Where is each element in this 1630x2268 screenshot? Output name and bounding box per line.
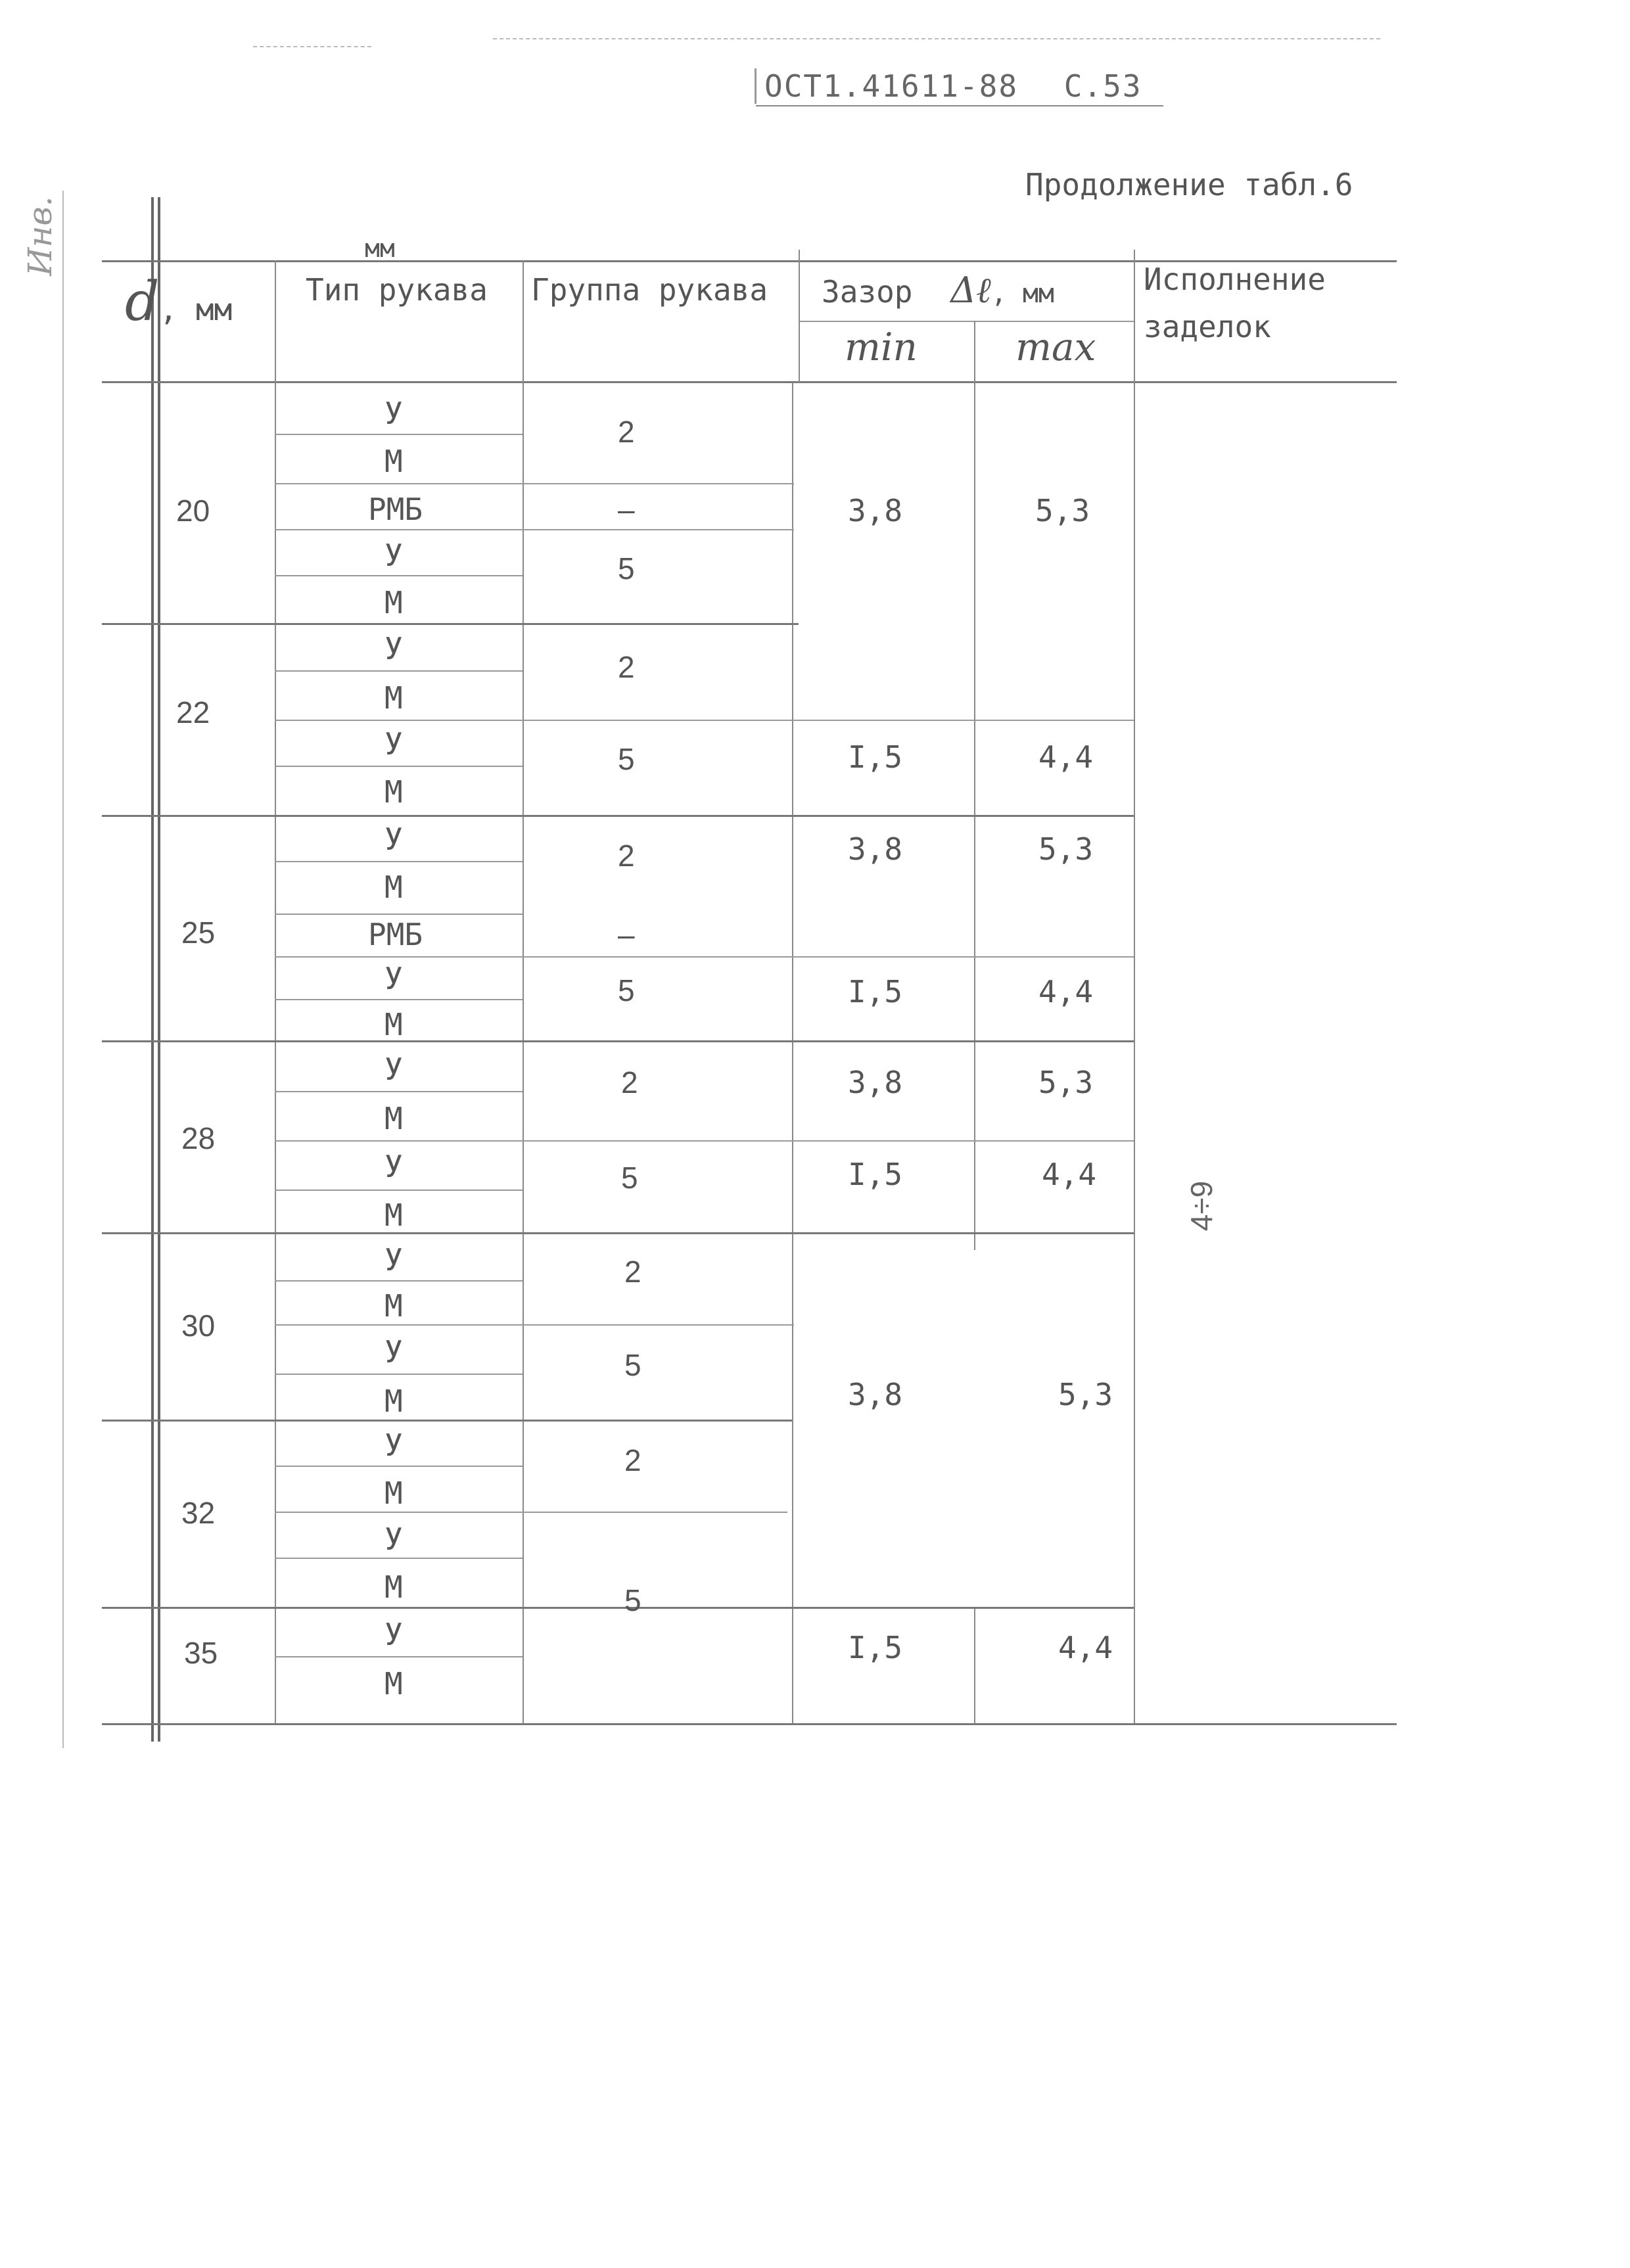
type-sep — [275, 1280, 523, 1282]
left-border-outer — [151, 197, 154, 1742]
hdr-div-5 — [1134, 250, 1135, 382]
sep-32-35 — [102, 1607, 1134, 1609]
type-sep — [275, 1190, 523, 1191]
sep-20-22 — [102, 623, 799, 625]
col-div-min-right-b — [974, 1607, 975, 1725]
type-sep — [275, 483, 794, 484]
group-cell: – — [618, 492, 635, 526]
max-cell: 4,4 — [1042, 1157, 1097, 1192]
min-cell: I,5 — [848, 1157, 903, 1192]
header-bottom-rule — [102, 381, 1397, 383]
min-cell: I,5 — [848, 1630, 903, 1665]
d-unit: , мм — [159, 292, 233, 327]
type-sep — [275, 575, 523, 576]
type-cell: М — [384, 1666, 403, 1701]
group-cell: – — [618, 917, 635, 952]
d-symbol: d — [125, 271, 160, 333]
document-header — [755, 68, 1142, 104]
hdr-div-4 — [974, 321, 975, 382]
header-underline — [756, 105, 1163, 106]
sep-25-28 — [102, 1040, 1134, 1042]
header-group: Группа рукава — [531, 272, 768, 308]
col-div-type-right — [523, 382, 524, 1723]
diameter-cell: 30 — [181, 1308, 216, 1343]
type-sep — [275, 1140, 1134, 1142]
type-cell: М — [384, 1101, 403, 1136]
type-cell: У — [384, 631, 403, 666]
type-cell: У — [384, 1521, 403, 1557]
group-cell: 2 — [618, 415, 635, 449]
min-cell: I,5 — [848, 974, 903, 1009]
header-execution-1: Исполнение — [1144, 262, 1326, 297]
type-cell: М — [384, 1197, 403, 1233]
diameter-cell: 32 — [181, 1496, 216, 1530]
header-type: Тип рукава — [306, 272, 488, 308]
gap-symbol: Δℓ — [950, 269, 991, 311]
max-cell: 4,4 — [1038, 974, 1094, 1009]
top-rule-left — [253, 46, 371, 47]
continuation-label: Продолжение табл.6 — [1025, 167, 1353, 202]
type-cell: М — [384, 1007, 403, 1042]
type-cell: М — [384, 774, 403, 810]
type-cell: У — [384, 1052, 403, 1087]
max-cell: 5,3 — [1038, 831, 1094, 867]
col-div-max-right — [1134, 382, 1135, 1723]
gap-label: Зазор — [822, 274, 913, 310]
type-cell: У — [384, 1427, 403, 1463]
left-border-inner — [158, 197, 160, 1742]
margin-mark: Инв. — [21, 196, 59, 276]
diameter-cell: 22 — [176, 695, 210, 729]
type-units: мм — [365, 234, 395, 263]
type-cell: М — [384, 1475, 403, 1511]
type-sep — [275, 999, 523, 1000]
type-sep — [275, 1466, 523, 1467]
execution-cell: 4÷9 — [1184, 1180, 1219, 1232]
document-code: ОСТ1.41611-88 — [764, 68, 1019, 104]
type-sep — [275, 670, 523, 672]
gap-subheader-rule — [799, 321, 1134, 322]
diameter-cell: 25 — [181, 915, 216, 950]
type-sep — [275, 529, 794, 530]
type-sep — [275, 434, 523, 435]
min-cell: 3,8 — [848, 1377, 903, 1412]
diameter-cell: 35 — [184, 1636, 218, 1670]
group-cell: 2 — [621, 1065, 638, 1099]
min-cell: 3,8 — [848, 493, 903, 528]
group-cell: 5 — [624, 1583, 641, 1617]
type-cell: У — [384, 1149, 403, 1184]
type-sep — [275, 1374, 523, 1375]
header-max: max — [1015, 325, 1096, 369]
diameter-cell: 28 — [181, 1121, 216, 1155]
diameter-cell: 20 — [176, 494, 210, 528]
gap-unit: , мм — [990, 279, 1055, 309]
type-sep — [275, 766, 523, 767]
min-cell: 3,8 — [848, 1065, 903, 1100]
header-execution-2: заделок — [1144, 309, 1271, 344]
header-d — [125, 271, 232, 333]
type-sep — [275, 1324, 794, 1326]
type-cell: У — [384, 822, 403, 857]
type-cell: У — [384, 1334, 403, 1370]
type-cell: М — [384, 680, 403, 716]
col-div-type-left — [275, 382, 276, 1723]
type-sep — [275, 956, 1134, 958]
header-gap — [822, 269, 1054, 311]
type-cell: М — [384, 1569, 403, 1605]
type-sep — [275, 1091, 523, 1092]
header-min: min — [845, 325, 918, 369]
sep-30-32 — [102, 1420, 792, 1422]
type-cell: М — [384, 1288, 403, 1324]
type-sep — [275, 914, 523, 915]
max-cell: 5,3 — [1035, 493, 1090, 528]
type-cell: У — [384, 726, 403, 762]
group-cell: 2 — [618, 650, 635, 684]
group-cell: 2 — [624, 1255, 641, 1289]
type-sep — [275, 1558, 523, 1559]
type-cell: М — [384, 444, 403, 479]
max-cell: 5,3 — [1038, 1065, 1094, 1100]
max-cell: 4,4 — [1058, 1630, 1113, 1665]
max-cell: 5,3 — [1058, 1377, 1113, 1412]
top-rule-right — [493, 38, 1380, 39]
type-cell: РМБ — [368, 917, 423, 952]
min-cell: I,5 — [848, 739, 903, 775]
group-cell: 5 — [618, 973, 635, 1007]
col-div-group-right — [792, 382, 793, 1723]
hdr-div-3 — [799, 250, 800, 382]
hdr-div-1 — [275, 260, 276, 382]
type-cell: У — [384, 1242, 403, 1278]
group-cell: 5 — [621, 1161, 638, 1195]
group-cell: 2 — [618, 839, 635, 873]
type-cell: У — [384, 961, 403, 996]
type-cell: М — [384, 585, 403, 620]
table-bottom-rule — [102, 1723, 1397, 1725]
type-sep — [275, 1512, 787, 1513]
type-cell: М — [384, 1383, 403, 1419]
sep-22-25 — [102, 815, 1134, 817]
max-cell: 4,4 — [1038, 739, 1094, 775]
type-sep — [275, 861, 523, 862]
margin-line — [62, 191, 64, 1748]
group-cell: 2 — [624, 1443, 641, 1477]
group-cell: 5 — [618, 551, 635, 586]
type-sep — [275, 720, 1134, 721]
hdr-div-2 — [523, 260, 524, 382]
type-sep — [275, 1656, 523, 1657]
page-number: С.53 — [1063, 68, 1142, 104]
type-cell: У — [384, 538, 403, 573]
group-cell: 5 — [618, 742, 635, 776]
type-cell: РМБ — [368, 492, 423, 527]
min-cell: 3,8 — [848, 831, 903, 867]
type-cell: М — [384, 869, 403, 905]
type-cell: У — [384, 396, 403, 431]
group-cell: 5 — [624, 1348, 641, 1382]
sep-28-30 — [102, 1232, 1134, 1234]
type-cell: У — [384, 1617, 403, 1652]
